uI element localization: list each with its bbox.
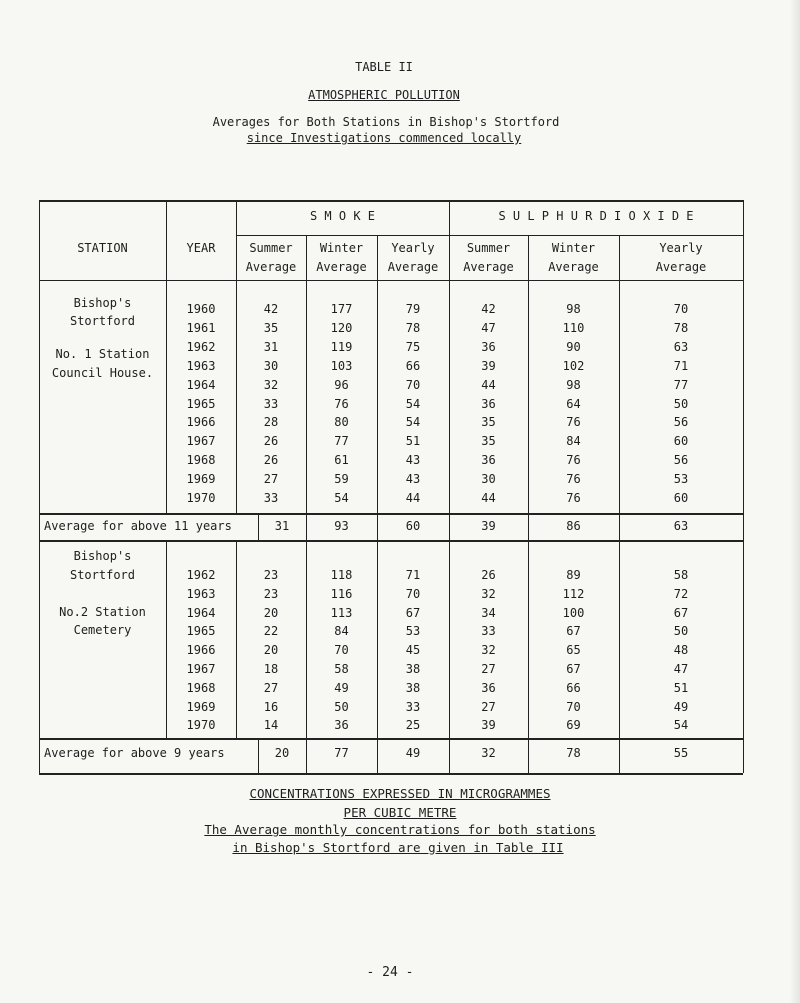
station2-table-cell: 1963 xyxy=(186,586,216,601)
station2-table-cell: 20 xyxy=(263,605,279,620)
station1-table-cell: 43 xyxy=(405,453,421,468)
station2-table-cell: 67 xyxy=(673,605,689,620)
station1-table-cell: 66 xyxy=(405,358,421,373)
station1-table-cell: 98 xyxy=(566,377,581,392)
station1-average-value: 63 xyxy=(673,519,689,533)
station1-table-cell: 54 xyxy=(405,415,421,430)
station2-table-cell: 45 xyxy=(405,643,421,658)
station2-table-cell: 23 xyxy=(263,586,279,601)
station2-table-cell: 65 xyxy=(566,643,581,658)
station1-table-cell: 1965 xyxy=(186,396,216,411)
station2-table-cell: 48 xyxy=(673,643,689,658)
station1-table-cell: 33 xyxy=(263,396,279,411)
table-rule xyxy=(236,235,743,236)
station1-table-cell: 61 xyxy=(334,453,349,468)
station2-table-cell: 49 xyxy=(673,699,689,714)
station1-table-cell: 30 xyxy=(263,358,279,373)
page-title: ATMOSPHERIC POLLUTION xyxy=(308,88,460,102)
station1-station-label: Stortford xyxy=(69,314,136,328)
station1-table-cell: 76 xyxy=(566,415,581,430)
smoke-summer-header-line2: Average xyxy=(245,260,297,274)
station2-station-label: Bishop's xyxy=(73,549,132,563)
station1-table-cell: 47 xyxy=(481,320,496,335)
sulphur-yearly-header-line2: Average xyxy=(655,260,707,274)
station2-table-cell: 39 xyxy=(481,718,496,733)
station1-table-cell: 103 xyxy=(330,358,353,373)
station2-average-value: 78 xyxy=(566,746,581,760)
footer-reference-line-1: The Average monthly concentrations for both stations xyxy=(204,822,596,837)
station2-table-cell: 20 xyxy=(263,643,279,658)
station1-station-label: Council House. xyxy=(51,366,154,380)
station1-table-cell: 1970 xyxy=(186,491,216,505)
station1-table-cell: 35 xyxy=(481,434,496,449)
station1-table-cell: 28 xyxy=(263,415,279,430)
station2-table-cell: 67 xyxy=(566,624,581,639)
station1-table-cell: 44 xyxy=(405,491,421,505)
station2-table-cell: 54 xyxy=(673,718,689,733)
station1-table-cell: 53 xyxy=(673,472,689,487)
station1-station-label: Bishop's xyxy=(73,296,132,310)
station2-table-cell: 33 xyxy=(481,624,496,639)
station2-table-cell: 71 xyxy=(405,568,421,582)
table-rule xyxy=(39,513,743,515)
station2-table-cell: 14 xyxy=(263,718,279,733)
footer-concentration-note: CONCENTRATIONS EXPRESSED IN MICROGRAMMES xyxy=(249,786,551,801)
station1-table-cell: 64 xyxy=(566,396,581,411)
page-edge-shadow xyxy=(790,0,800,1003)
table-rule xyxy=(39,540,743,542)
station2-average-value: 20 xyxy=(274,746,290,760)
station2-station-label: No.2 Station xyxy=(59,605,146,619)
station2-table-cell: 116 xyxy=(330,586,353,601)
subtitle-line-2: since Investigations commenced locally xyxy=(246,131,522,145)
station2-table-cell: 53 xyxy=(405,624,421,639)
station2-table-cell: 25 xyxy=(405,718,421,733)
station1-average-value: 31 xyxy=(274,519,290,533)
smoke-winter-header-line1: Winter xyxy=(319,241,364,255)
station1-table-cell: 39 xyxy=(481,358,496,373)
table-rule xyxy=(39,280,743,281)
station2-table-cell: 67 xyxy=(566,662,581,676)
station2-table-cell: 27 xyxy=(481,699,496,714)
station1-table-cell: 1964 xyxy=(186,377,216,392)
station2-table-cell: 49 xyxy=(334,680,349,695)
station1-table-cell: 44 xyxy=(481,377,496,392)
station2-table-cell: 58 xyxy=(673,568,689,582)
station2-table-cell: 1962 xyxy=(186,568,216,582)
station2-table-cell: 100 xyxy=(562,605,585,620)
station1-table-cell: 1966 xyxy=(186,415,216,430)
station2-table-cell: 118 xyxy=(330,568,353,582)
station1-table-cell: 50 xyxy=(673,396,689,411)
station2-table-cell: 47 xyxy=(673,662,689,676)
station1-table-cell: 51 xyxy=(405,434,421,449)
table-rule xyxy=(39,200,743,202)
sulphur-dioxide-group-header: S U L P H U R D I O X I D E xyxy=(498,209,694,223)
station1-table-cell: 77 xyxy=(334,434,349,449)
station1-table-cell: 84 xyxy=(566,434,581,449)
sulphur-summer-header-line1: Summer xyxy=(466,241,511,255)
station2-table-cell: 113 xyxy=(330,605,353,620)
station2-table-cell: 70 xyxy=(405,586,421,601)
station1-table-cell: 63 xyxy=(673,339,689,354)
station1-table-cell: 79 xyxy=(405,302,421,316)
station2-table-cell: 34 xyxy=(481,605,496,620)
station1-table-cell: 78 xyxy=(673,320,689,335)
station2-table-cell: 70 xyxy=(334,643,349,658)
station2-table-cell: 26 xyxy=(481,568,496,582)
station1-table-cell: 26 xyxy=(263,434,279,449)
station2-table-cell: 32 xyxy=(481,586,496,601)
table-rule xyxy=(39,773,743,775)
station1-table-cell: 36 xyxy=(481,339,496,354)
station1-table-cell: 42 xyxy=(481,302,496,316)
station2-table-cell: 72 xyxy=(673,586,689,601)
footer-reference-line-2: in Bishop's Stortford are given in Table III xyxy=(232,840,564,855)
station2-table-cell: 1969 xyxy=(186,699,216,714)
smoke-yearly-header-line1: Yearly xyxy=(391,241,435,255)
station1-table-cell: 75 xyxy=(405,339,421,354)
station1-table-cell: 120 xyxy=(330,320,353,335)
station1-average-label: Average for above 11 years xyxy=(44,519,232,533)
station1-table-cell: 59 xyxy=(334,472,349,487)
station2-average-label: Average for above 9 years xyxy=(44,746,225,760)
station1-table-cell: 44 xyxy=(481,491,496,505)
station1-table-cell: 110 xyxy=(562,320,585,335)
station-column-header: STATION xyxy=(77,241,128,255)
station1-table-cell: 1969 xyxy=(186,472,216,487)
station1-table-cell: 70 xyxy=(673,302,689,316)
station2-average-value: 55 xyxy=(673,746,689,760)
station1-table-cell: 36 xyxy=(481,453,496,468)
station1-table-cell: 32 xyxy=(263,377,279,392)
station2-average-value: 49 xyxy=(405,746,421,760)
station1-table-cell: 42 xyxy=(263,302,279,316)
station1-table-cell: 1960 xyxy=(186,302,216,316)
station2-table-cell: 67 xyxy=(405,605,421,620)
station1-table-cell: 80 xyxy=(334,415,349,430)
station2-table-cell: 1968 xyxy=(186,680,216,695)
station2-table-cell: 1966 xyxy=(186,643,216,658)
year-column-header: YEAR xyxy=(186,241,216,255)
station1-table-cell: 60 xyxy=(673,434,689,449)
station2-table-cell: 38 xyxy=(405,662,421,676)
station1-table-cell: 30 xyxy=(481,472,496,487)
station2-table-cell: 1970 xyxy=(186,718,216,733)
station1-table-cell: 1961 xyxy=(186,320,216,335)
station2-table-cell: 51 xyxy=(673,680,689,695)
table-rule xyxy=(39,738,743,740)
station2-table-cell: 50 xyxy=(673,624,689,639)
table-label: TABLE II xyxy=(355,60,413,74)
station1-table-cell: 27 xyxy=(263,472,279,487)
station1-table-cell: 78 xyxy=(405,320,421,335)
smoke-yearly-header-line2: Average xyxy=(387,260,439,274)
station1-table-cell: 119 xyxy=(330,339,353,354)
station1-table-cell: 54 xyxy=(334,491,349,505)
station1-table-cell: 26 xyxy=(263,453,279,468)
station2-table-cell: 32 xyxy=(481,643,496,658)
station1-table-cell: 1963 xyxy=(186,358,216,373)
station2-table-cell: 70 xyxy=(566,699,581,714)
station2-table-cell: 36 xyxy=(481,680,496,695)
sulphur-yearly-header-line1: Yearly xyxy=(659,241,703,255)
station1-table-cell: 36 xyxy=(481,396,496,411)
station1-table-cell: 76 xyxy=(566,491,581,505)
station2-station-label: Stortford xyxy=(69,568,136,582)
station1-table-cell: 96 xyxy=(334,377,349,392)
station1-table-cell: 77 xyxy=(673,377,689,392)
station2-table-cell: 1964 xyxy=(186,605,216,620)
station2-table-cell: 38 xyxy=(405,680,421,695)
station1-table-cell: 76 xyxy=(566,472,581,487)
sulphur-summer-header-line2: Average xyxy=(463,260,514,274)
station1-table-cell: 1962 xyxy=(186,339,216,354)
sulphur-winter-header-line1: Winter xyxy=(551,241,596,255)
page-number: - 24 - xyxy=(366,965,414,980)
subtitle-line-1: Averages for Both Stations in Bishop's Stortford xyxy=(212,115,560,129)
station1-table-cell: 35 xyxy=(481,415,496,430)
station1-table-cell: 71 xyxy=(673,358,689,373)
station2-table-cell: 84 xyxy=(334,624,349,639)
station2-table-cell: 89 xyxy=(566,568,581,582)
station2-table-cell: 112 xyxy=(562,586,585,601)
station2-table-cell: 58 xyxy=(334,662,349,676)
station1-station-label: No. 1 Station xyxy=(55,347,150,361)
station2-table-cell: 66 xyxy=(566,680,581,695)
station1-table-cell: 70 xyxy=(405,377,421,392)
station2-table-cell: 27 xyxy=(263,680,279,695)
station1-table-cell: 90 xyxy=(566,339,581,354)
table-column-rule xyxy=(39,200,40,773)
station2-table-cell: 69 xyxy=(566,718,581,733)
station1-table-cell: 43 xyxy=(405,472,421,487)
station2-table-cell: 36 xyxy=(334,718,349,733)
station1-table-cell: 98 xyxy=(566,302,581,316)
station1-average-value: 86 xyxy=(566,519,581,533)
station1-average-value: 39 xyxy=(481,519,496,533)
smoke-group-header: S M O K E xyxy=(309,209,376,223)
station2-table-cell: 33 xyxy=(405,699,421,714)
station2-table-cell: 1965 xyxy=(186,624,216,639)
sulphur-winter-header-line2: Average xyxy=(548,260,599,274)
station2-table-cell: 16 xyxy=(263,699,279,714)
station2-table-cell: 22 xyxy=(263,624,279,639)
smoke-summer-header-line1: Summer xyxy=(249,241,293,255)
station2-table-cell: 1967 xyxy=(186,662,216,676)
station1-average-value: 60 xyxy=(405,519,421,533)
station1-table-cell: 76 xyxy=(566,453,581,468)
station2-table-cell: 18 xyxy=(263,662,279,676)
station1-table-cell: 33 xyxy=(263,491,279,505)
station1-table-cell: 60 xyxy=(673,491,689,505)
station1-table-cell: 56 xyxy=(673,453,689,468)
station1-table-cell: 35 xyxy=(263,320,279,335)
station1-table-cell: 54 xyxy=(405,396,421,411)
station2-table-cell: 50 xyxy=(334,699,349,714)
table-column-rule xyxy=(743,200,744,773)
station1-table-cell: 76 xyxy=(334,396,349,411)
smoke-winter-header-line2: Average xyxy=(316,260,367,274)
station2-station-label: Cemetery xyxy=(73,623,132,637)
station2-average-value: 77 xyxy=(334,746,349,760)
station2-average-value: 32 xyxy=(481,746,496,760)
station1-table-cell: 177 xyxy=(330,302,353,316)
station1-average-value: 93 xyxy=(334,519,349,533)
station2-table-cell: 27 xyxy=(481,662,496,676)
station2-table-cell: 23 xyxy=(263,568,279,582)
footer-unit-note: PER CUBIC METRE xyxy=(343,805,457,820)
station1-table-cell: 1968 xyxy=(186,453,216,468)
station1-table-cell: 31 xyxy=(263,339,279,354)
station1-table-cell: 1967 xyxy=(186,434,216,449)
station1-table-cell: 56 xyxy=(673,415,689,430)
station1-table-cell: 102 xyxy=(562,358,585,373)
